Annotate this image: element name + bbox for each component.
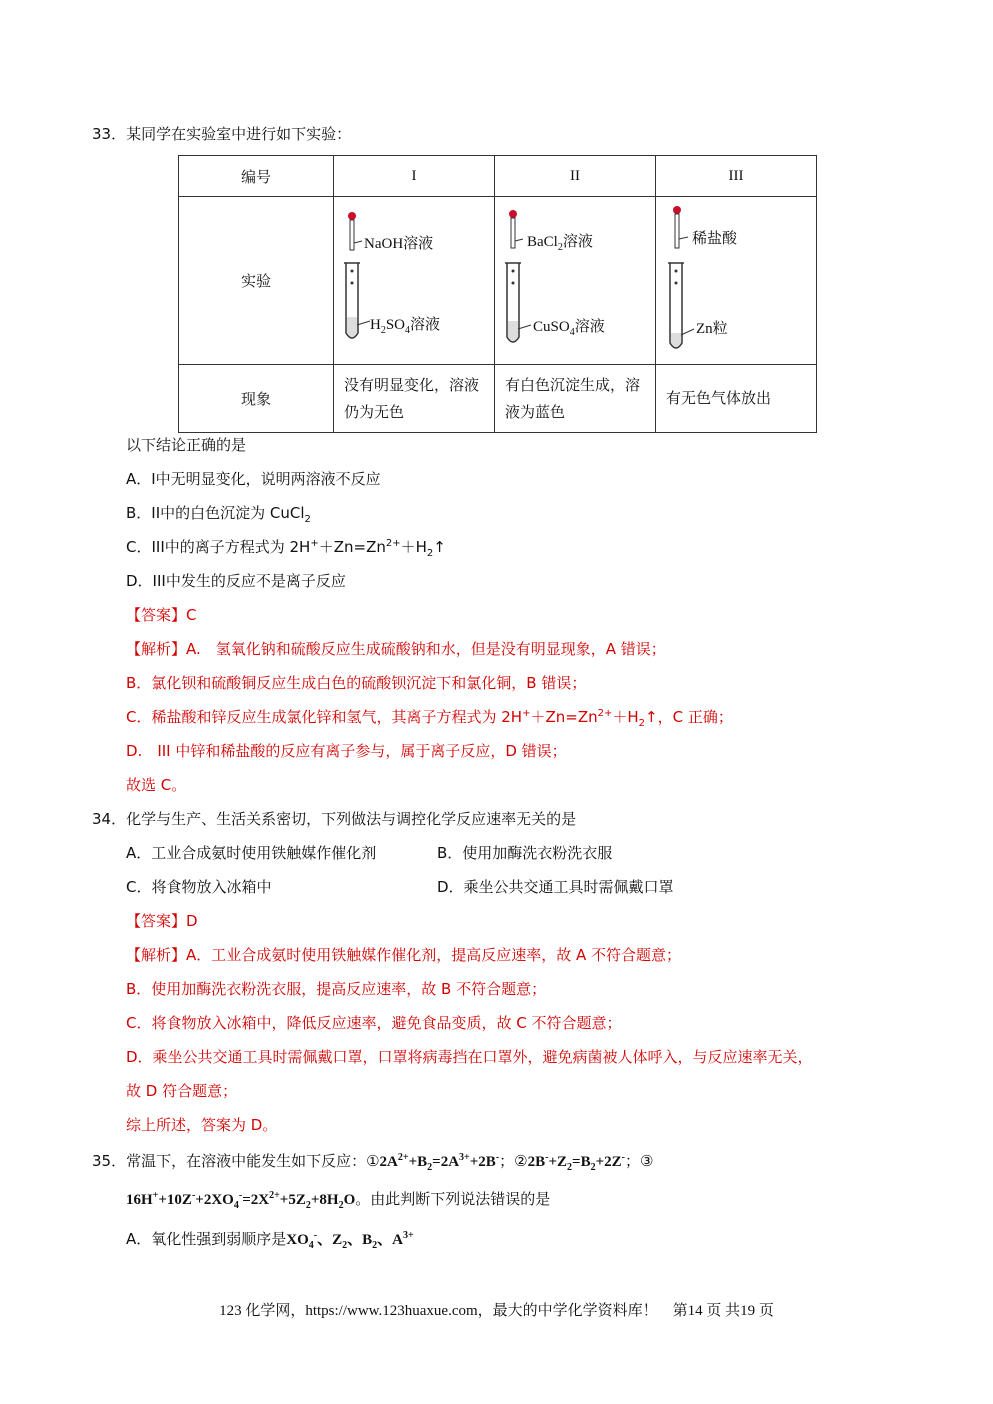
q33-answer: 【答案】C [126,606,197,624]
q33-option-b: B．II中的白色沉淀为 CuCl$_2$ [126,504,311,525]
q34-option-b: B．使用加酶洗衣粉洗衣服 [437,844,613,862]
q34-stem: 34．化学与生产、生活关系密切，下列做法与调控化学反应速率无关的是 [92,810,577,828]
dropper-label-bacl2: BaCl$_2$溶液 [527,234,593,253]
page-footer: 123 化学网，https://www.123huaxue.com，最大的中学化学资料库！ 第14 页 共19 页 [219,1303,774,1319]
q34-analysis-5: 故 D 符合题意； [126,1082,238,1100]
q33-analysis-5: 故选 C。 [126,776,187,794]
phenomenon-2: 有白色沉淀生成，溶液为蓝色 [495,365,656,433]
q34-option-c: C．将食物放入冰箱中 [126,878,272,896]
q33-analysis-2: B．氯化钡和硫酸铜反应生成白色的硫酸钡沉淀下和氯化铜，B 错误； [126,674,587,692]
q34-analysis-6: 综上所述，答案为 D。 [126,1116,278,1134]
tube-label-h2so4: $H_2SO_4$溶液 [370,317,441,336]
q34-option-d: D．乘坐公共交通工具时需佩戴口罩 [437,878,674,896]
q34-option-a: A．工业合成氨时使用铁触媒作催化剂 [126,844,377,862]
experiment-cell-1 [334,197,495,365]
tube-label-cuso4: CuSO$_4$溶液 [533,319,605,338]
experiment-table [178,155,817,433]
dropper-label-naoh: NaOH溶液 [364,236,434,252]
phenomenon-3: 有无色气体放出 [656,365,817,433]
table-header-3: III [656,156,817,197]
table-header-2: II [495,156,656,197]
q34-answer: 【答案】D [126,912,198,930]
q34-analysis-1: 【解析】A．工业合成氨时使用铁触媒作催化剂，提高反应速率，故 A 不符合题意； [126,946,682,964]
q33-analysis-1: 【解析】A. 氢氧化钠和硫酸反应生成硫酸钠和水，但是没有明显现象，A 错误； [126,640,666,658]
tube-label-zn: Zn粒 [696,321,728,337]
experiment-cell-2 [495,197,656,365]
q33-stem: 33．某同学在实验室中进行如下实验： [92,125,352,143]
dropper-and-tube-icon [334,197,494,364]
q33-analysis-3: C．稀盐酸和锌反应生成氯化锌和氢气，其离子方程式为 $2H^++Zn=Zn^{2+}+H_2↑$，C 正确； [126,708,733,729]
q33-option-d: D．III中发生的反应不是离子反应 [126,572,346,590]
phenomenon-1: 没有明显变化，溶液仍为无色 [334,365,495,433]
q34-analysis-2: B．使用加酶洗衣粉洗衣服，提高反应速率，故 B 不符合题意； [126,980,547,998]
dropper-and-tube-icon [495,197,655,364]
q35-stem-line2: $16H^++10Z^-+2XO_4^-=2X^{2+}+5Z_2+8H_2O$。由此判断下列说法错误的是 [126,1190,551,1211]
q33-option-a: A．I中无明显变化，说明两溶液不反应 [126,470,381,488]
dropper-label-hcl: 稀盐酸 [692,231,738,247]
q35-stem-line1: 35．常温下，在溶液中能发生如下反应：$①2A^{2+}+B_2=2A^{3+}+2B^-$；$②2B^-+Z_2=B_2+2Z^-$；③ [92,1152,654,1173]
table-header-1: I [334,156,495,197]
q35-option-a: A．氧化性强到弱顺序是$XO_4^-$、$Z_2$、$B_2$、$A^{3+}$ [126,1230,414,1251]
q33-analysis-4: D. III 中锌和稀盐酸的反应有离子参与，属于离子反应，D 错误； [126,742,567,760]
q34-analysis-4: D．乘坐公共交通工具时需佩戴口罩，口罩将病毒挡在口罩外，避免病菌被人体呼入，与反应速率无关， [126,1048,813,1066]
row-label-experiment: 实验 [179,197,334,365]
dropper-and-tube-icon [656,197,816,364]
table-header-id: 编号 [179,156,334,197]
q33-conclusion: 以下结论正确的是 [126,436,247,454]
q33-option-c: C．III中的离子方程式为 $2H^++Zn=Zn^{2+}+H_2↑$ [126,538,446,559]
row-label-phenomenon: 现象 [179,365,334,433]
experiment-cell-3 [656,197,817,365]
q34-analysis-3: C．将食物放入冰箱中，降低反应速率，避免食品变质，故 C 不符合题意； [126,1014,622,1032]
